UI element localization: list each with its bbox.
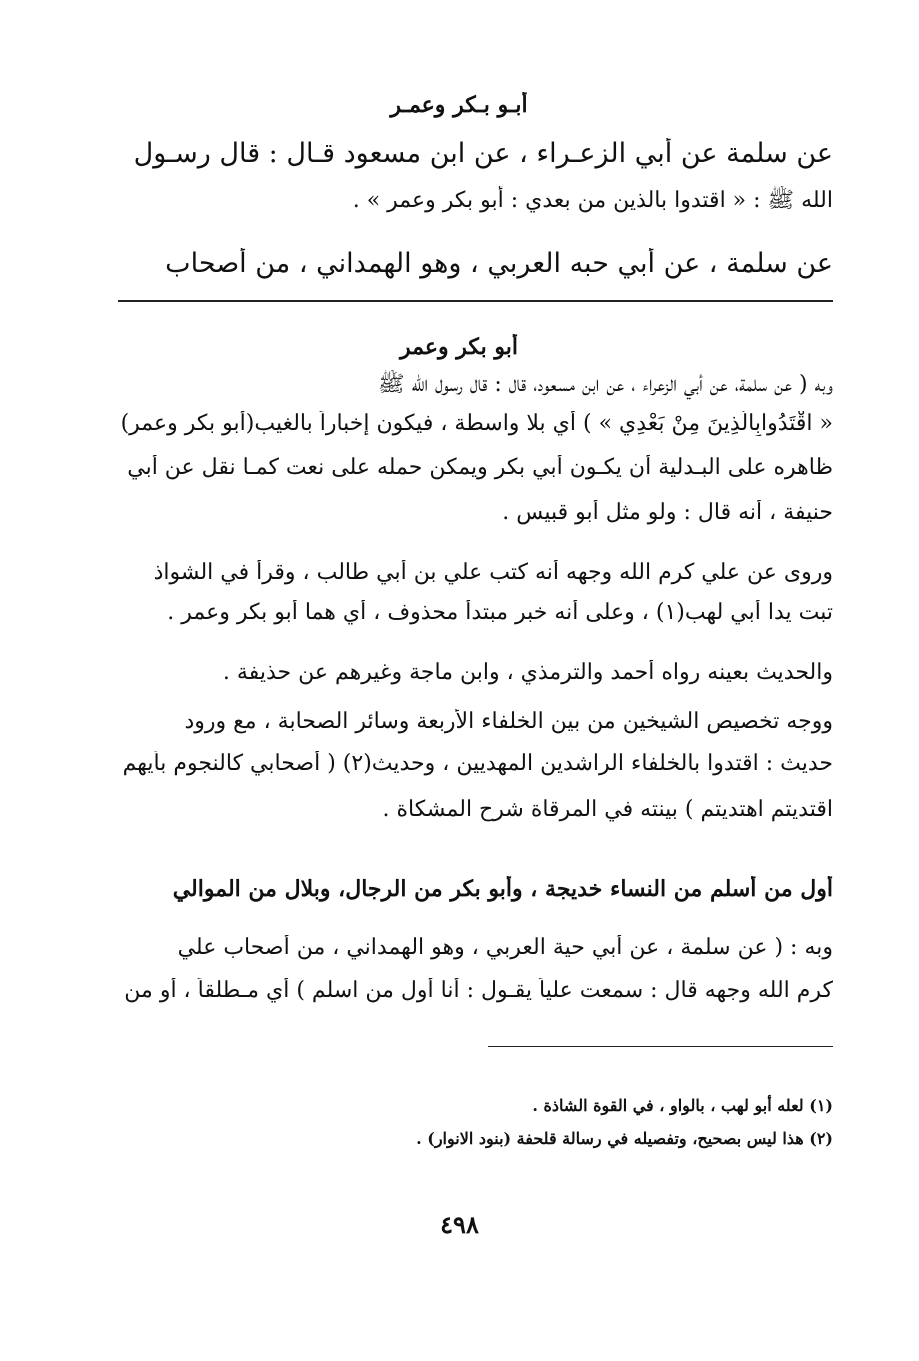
para4-line-1: ووجه تخصيص الشيخين من بين الخلفاء الأربعة وسائر الصحابة ، مع ورود (184, 709, 833, 734)
para2-line-1: وروى عن علي كرم الله وجهه أنه كتب علي بن أبي طالب ، وقرأ في الشواذ (153, 560, 833, 585)
upper-line-2: الله ﷺ : « اقتدوا بالذين من بعدي : أبو بكر وعمر » . (352, 188, 833, 213)
para1-line-1: وبه ( عن سلمة، عن أبي الزعراء ، عن ابن مسعود، قال : قال رسول الله ﷺ (378, 372, 833, 397)
para2-line-2: تبت يدا أبي لهب(١) ، وعلى أنه خبر مبتدأ محذوف ، أي هما أبو بكر وعمر . (167, 600, 833, 625)
footnote-2: (٢) هذا ليس بصحيح، وتفصيله في رسالة قلحفة (بنود الانوار) . (416, 1129, 833, 1148)
para1-line-2: « اقْتَدُوابِالَّذِينَ مِنْ بَعْدِي » ) أي بلا واسطة ، فيكون إخباراً بالغيب(أبو بكر وعمر) (120, 411, 833, 436)
upper-heading: أبـو بـكر وعمـر (390, 92, 528, 118)
para4-line-2: حديث : اقتدوا بالخلفاء الراشدين المهديين ، وحديث(٢) ( أصحابي كالنجوم بأيهم (122, 751, 833, 776)
para3-line-1: والحديث بعينه رواه أحمد والترمذي ، وابن ماجة وغيرهم عن حذيفة . (222, 660, 833, 685)
separator-rule (118, 300, 833, 302)
upper-line-1: عن سلمة عن أبي الزعـراء ، عن ابن مسعود قـال : قال رسـول (133, 138, 833, 169)
section-heading: أول من أسلم من النساء خديجة ، وأبو بكر من الرجال، وبلال من الموالي (172, 876, 833, 902)
upper-line-3: عن سلمة ، عن أبي حبه العربي ، وهو الهمداني ، من أصحاب (165, 248, 833, 279)
footnote-rule (488, 1046, 833, 1047)
page-number: ٤٩٨ (440, 1210, 479, 1239)
para4-line-3: اقتديتم اهتديتم ) بينته في المرقاة شرح المشكاة . (382, 797, 833, 822)
para5-line-2: كرم الله وجهه قال : سمعت علياً يقـول : أنا أول من اسلم ) أي مـطلقاً ، أو من (124, 978, 833, 1003)
para5-line-1: وبه : ( عن سلمة ، عن أبي حية العربي ، وهو الهمداني ، من أصحاب علي (177, 935, 833, 960)
commentary-heading: أبو بكر وعمر (400, 334, 518, 360)
para1-line-3: ظاهره على البـدلية أن يكـون أبي بكر ويمكن حمله على نعت كمـا نقل عن أبي (127, 455, 833, 480)
footnote-1: (١) لعله أبو لهب ، بالواو ، في القوة الشاذة . (532, 1096, 833, 1115)
para1-line-4: حنيفة ، أنه قال : ولو مثل أبو قبيس . (502, 500, 833, 525)
